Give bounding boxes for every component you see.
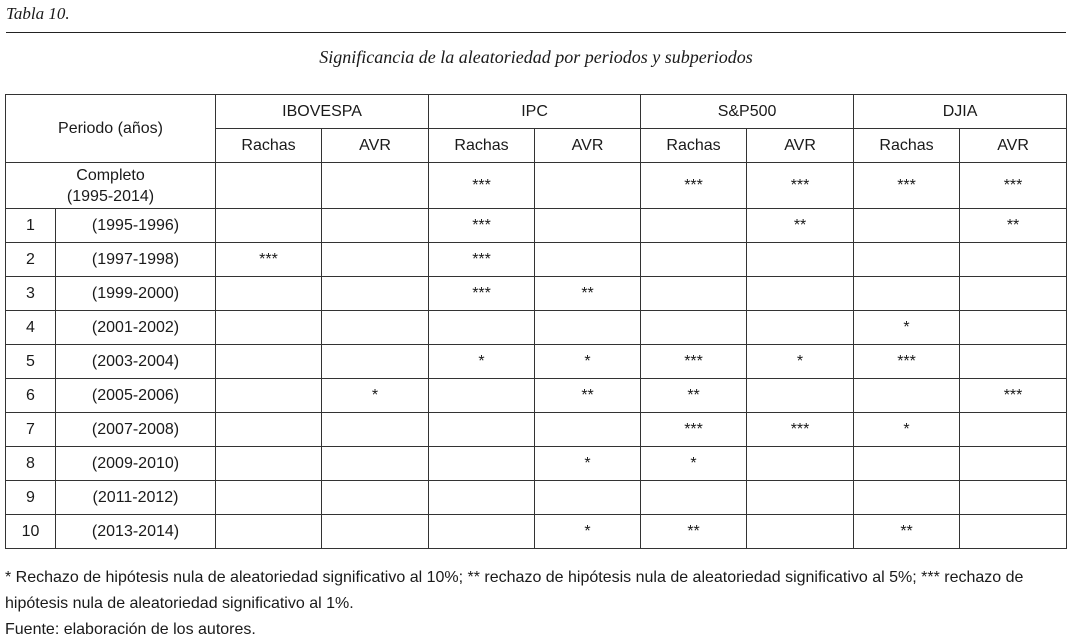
significance-cell bbox=[216, 163, 322, 209]
test-header: Rachas bbox=[429, 129, 535, 163]
significance-cell: *** bbox=[747, 413, 854, 447]
row-period: (1999-2000) bbox=[56, 277, 216, 311]
significance-cell bbox=[429, 447, 535, 481]
significance-cell bbox=[216, 413, 322, 447]
significance-cell bbox=[641, 209, 747, 243]
row-period: (2001-2002) bbox=[56, 311, 216, 345]
table-row bbox=[6, 277, 1067, 311]
significance-cell bbox=[535, 163, 641, 209]
significance-cell: *** bbox=[960, 163, 1067, 209]
significance-cell bbox=[747, 379, 854, 413]
row-period: (2011-2012) bbox=[56, 481, 216, 515]
significance-cell bbox=[322, 311, 429, 345]
table-row bbox=[6, 515, 1067, 549]
test-header: Rachas bbox=[854, 129, 960, 163]
significance-cell bbox=[216, 515, 322, 549]
significance-cell bbox=[641, 481, 747, 515]
significance-cell: *** bbox=[960, 379, 1067, 413]
significance-cell: ** bbox=[641, 515, 747, 549]
significance-cell bbox=[747, 277, 854, 311]
row-period: (2005-2006) bbox=[56, 379, 216, 413]
significance-cell bbox=[429, 413, 535, 447]
row-number: 5 bbox=[6, 345, 56, 379]
significance-cell: *** bbox=[429, 163, 535, 209]
significance-cell: *** bbox=[641, 345, 747, 379]
significance-cell bbox=[854, 481, 960, 515]
significance-cell: * bbox=[322, 379, 429, 413]
table-row bbox=[6, 209, 1067, 243]
full-period-row bbox=[6, 163, 1067, 209]
significance-cell bbox=[322, 515, 429, 549]
significance-cell bbox=[960, 277, 1067, 311]
significance-cell: * bbox=[429, 345, 535, 379]
table-row bbox=[6, 447, 1067, 481]
significance-cell bbox=[960, 243, 1067, 277]
significance-cell bbox=[854, 379, 960, 413]
row-number: 2 bbox=[6, 243, 56, 277]
significance-cell bbox=[535, 243, 641, 277]
row-number: 4 bbox=[6, 311, 56, 345]
significance-cell bbox=[747, 481, 854, 515]
significance-cell bbox=[854, 277, 960, 311]
significance-cell: * bbox=[535, 447, 641, 481]
row-period: (2007-2008) bbox=[56, 413, 216, 447]
significance-cell bbox=[216, 277, 322, 311]
table-row bbox=[6, 413, 1067, 447]
significance-cell bbox=[747, 311, 854, 345]
significance-cell: ** bbox=[960, 209, 1067, 243]
significance-cell bbox=[322, 277, 429, 311]
significance-cell: ** bbox=[535, 379, 641, 413]
significance-cell: * bbox=[535, 345, 641, 379]
table-row bbox=[6, 243, 1067, 277]
table-row bbox=[6, 311, 1067, 345]
significance-cell: *** bbox=[429, 209, 535, 243]
significance-cell bbox=[322, 209, 429, 243]
significance-cell bbox=[216, 311, 322, 345]
significance-cell: ** bbox=[641, 379, 747, 413]
significance-cell bbox=[429, 311, 535, 345]
significance-cell: *** bbox=[747, 163, 854, 209]
significance-cell bbox=[641, 277, 747, 311]
significance-cell bbox=[747, 243, 854, 277]
row-number: 1 bbox=[6, 209, 56, 243]
significance-cell bbox=[747, 515, 854, 549]
source-note: Fuente: elaboración de los autores. bbox=[5, 621, 256, 638]
significance-cell: *** bbox=[216, 243, 322, 277]
row-number: 3 bbox=[6, 277, 56, 311]
top-rule bbox=[6, 32, 1066, 33]
significance-cell: * bbox=[535, 515, 641, 549]
row-period: (2003-2004) bbox=[56, 345, 216, 379]
significance-cell: ** bbox=[854, 515, 960, 549]
significance-cell bbox=[960, 345, 1067, 379]
significance-cell bbox=[854, 447, 960, 481]
significance-cell: * bbox=[854, 311, 960, 345]
table-label: Tabla 10. bbox=[6, 4, 70, 23]
significance-note: * Rechazo de hipótesis nula de aleatoriedad significativo al 10%; ** rechazo de hipótesis nula de aleatoriedad significativo al 5%; *** rechazo de hipótesis nula de aleatoriedad significativo al 1%. bbox=[5, 569, 1024, 612]
significance-cell bbox=[322, 447, 429, 481]
test-header: Rachas bbox=[216, 129, 322, 163]
significance-cell bbox=[960, 481, 1067, 515]
significance-cell: *** bbox=[854, 345, 960, 379]
index-header-sp500: S&P500 bbox=[641, 95, 854, 129]
test-header: AVR bbox=[960, 129, 1067, 163]
significance-cell bbox=[216, 379, 322, 413]
row-number: 6 bbox=[6, 379, 56, 413]
significance-cell bbox=[322, 413, 429, 447]
row-number: 10 bbox=[6, 515, 56, 549]
significance-cell bbox=[535, 413, 641, 447]
significance-cell: *** bbox=[429, 243, 535, 277]
significance-cell bbox=[429, 379, 535, 413]
significance-cell: *** bbox=[641, 413, 747, 447]
test-header: Rachas bbox=[641, 129, 747, 163]
significance-table bbox=[5, 94, 1067, 549]
row-number: 7 bbox=[6, 413, 56, 447]
test-header: AVR bbox=[747, 129, 854, 163]
table-caption: Significancia de la aleatoriedad por periodos y subperiodos bbox=[319, 47, 753, 67]
significance-cell bbox=[216, 345, 322, 379]
period-header: Periodo (años) bbox=[6, 95, 216, 163]
table-row bbox=[6, 345, 1067, 379]
row-period: (2013-2014) bbox=[56, 515, 216, 549]
index-header-ibovespa: IBOVESPA bbox=[216, 95, 429, 129]
significance-cell bbox=[960, 311, 1067, 345]
significance-cell bbox=[854, 243, 960, 277]
significance-cell bbox=[960, 413, 1067, 447]
significance-cell bbox=[535, 311, 641, 345]
test-header: AVR bbox=[535, 129, 641, 163]
row-period: (2009-2010) bbox=[56, 447, 216, 481]
significance-cell bbox=[960, 447, 1067, 481]
significance-cell bbox=[535, 209, 641, 243]
full-period-label bbox=[6, 163, 216, 209]
row-number: 8 bbox=[6, 447, 56, 481]
significance-cell: *** bbox=[854, 163, 960, 209]
significance-cell: *** bbox=[429, 277, 535, 311]
row-period: (1997-1998) bbox=[56, 243, 216, 277]
significance-cell bbox=[747, 447, 854, 481]
significance-cell bbox=[216, 209, 322, 243]
significance-cell bbox=[322, 163, 429, 209]
significance-cell bbox=[322, 243, 429, 277]
row-number: 9 bbox=[6, 481, 56, 515]
full-period-label-line1: Completo bbox=[76, 166, 145, 184]
significance-cell: ** bbox=[535, 277, 641, 311]
table-row bbox=[6, 379, 1067, 413]
significance-cell: ** bbox=[747, 209, 854, 243]
significance-cell bbox=[641, 243, 747, 277]
significance-cell bbox=[535, 481, 641, 515]
index-header-ipc: IPC bbox=[429, 95, 641, 129]
significance-cell bbox=[322, 481, 429, 515]
test-header: AVR bbox=[322, 129, 429, 163]
full-period-label-line2: (1995-2014) bbox=[66, 187, 155, 205]
significance-cell: * bbox=[641, 447, 747, 481]
significance-cell: *** bbox=[641, 163, 747, 209]
row-period: (1995-1996) bbox=[56, 209, 216, 243]
significance-cell bbox=[322, 345, 429, 379]
significance-cell bbox=[960, 515, 1067, 549]
significance-cell bbox=[429, 481, 535, 515]
table-notes bbox=[5, 565, 1067, 643]
significance-cell bbox=[216, 447, 322, 481]
index-header-row bbox=[6, 95, 1067, 129]
significance-cell: * bbox=[854, 413, 960, 447]
significance-cell bbox=[854, 209, 960, 243]
significance-cell bbox=[216, 481, 322, 515]
significance-cell: * bbox=[747, 345, 854, 379]
table-row bbox=[6, 481, 1067, 515]
significance-cell bbox=[429, 515, 535, 549]
index-header-djia: DJIA bbox=[854, 95, 1067, 129]
significance-cell bbox=[641, 311, 747, 345]
